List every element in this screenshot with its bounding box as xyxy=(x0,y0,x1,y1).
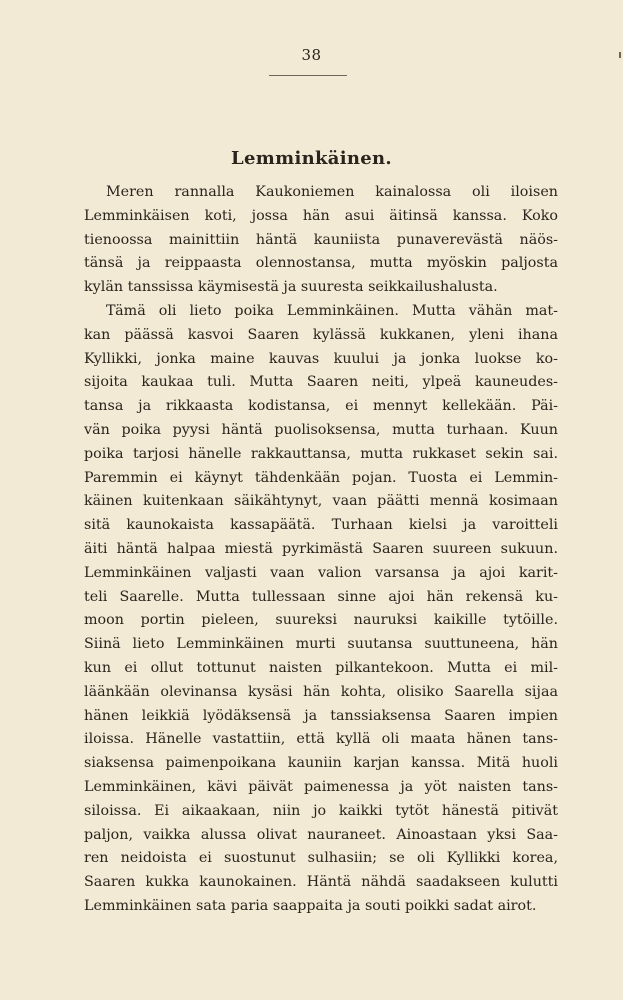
text-line: Lemminkäinen sata paria saappaita ja souti poikki sadat airot. xyxy=(84,897,537,914)
text-line: Siinä lieto Lemminkäinen murti suutansa suuttuneena, hän xyxy=(84,636,558,653)
text-line: tänsä ja reippaasta olennostansa, mutta myöskin paljosta xyxy=(84,255,558,272)
text-line: sijoita kaukaa tuli. Mutta Saaren neiti, ylpeä kauneudes- xyxy=(84,374,558,391)
text-line: kun ei ollut tottunut naisten pilkantekoon. Mutta ei mil- xyxy=(84,659,558,676)
text-line: käinen kuitenkaan säikähtynyt, vaan päätti mennä kosimaan xyxy=(84,493,558,510)
text-line: paljon, vaikka alussa olivat nauraneet. Ainoastaan yksi Saa- xyxy=(84,826,558,843)
page-number: 38 xyxy=(301,46,322,64)
text-line: tienoossa mainittiin häntä kauniista punaverevästä näös- xyxy=(84,231,558,248)
text-line: hänen leikkiä lyödäksensä ja tanssiaksensa Saaren impien xyxy=(84,707,558,724)
body-text xyxy=(84,181,558,919)
chapter-title: Lemminkäinen. xyxy=(231,148,392,169)
text-line: Tämä oli lieto poika Lemminkäinen. Mutta vähän mat- xyxy=(106,302,558,319)
text-line: Lemminkäisen koti, jossa hän asui äitinsä kanssa. Koko xyxy=(84,207,558,224)
text-line: äiti häntä halpaa miestä pyrkimästä Saaren suureen sukuun. xyxy=(84,540,558,557)
text-line: sitä kaunokaista kassapäätä. Turhaan kielsi ja varoitteli xyxy=(84,517,558,534)
text-line: Paremmin ei käynyt tähdenkään pojan. Tuosta ei Lemmin- xyxy=(84,469,558,486)
text-line: Saaren kukka kaunokainen. Häntä nähdä saadakseen kulutti xyxy=(84,874,558,891)
text-line: Kyllikki, jonka maine kauvas kuului ja jonka luokse ko- xyxy=(84,350,558,367)
text-line: Meren rannalla Kaukoniemen kainalossa oli iloisen xyxy=(106,184,558,200)
text-line: siloissa. Ei aikaakaan, niin jo kaikki tytöt hänestä pitivät xyxy=(84,802,558,819)
text-line: tansa ja rikkaasta kodistansa, ei mennyt kellekään. Päi- xyxy=(84,398,558,415)
text-line: kan päässä kasvoi Saaren kylässä kukkanen, yleni ihana xyxy=(84,326,558,343)
text-line: Lemminkäinen, kävi päivät paimenessa ja yöt naisten tans- xyxy=(84,778,558,795)
page-edge-mark xyxy=(619,52,621,58)
text-line: ren neidoista ei suostunut sulhasiin; se oli Kyllikki korea, xyxy=(84,850,558,867)
text-line: siaksensa paimenpoikana kauniin karjan kanssa. Mitä huoli xyxy=(84,755,558,772)
text-line: teli Saarelle. Mutta tullessaan sinne ajoi hän rekensä ku- xyxy=(84,588,558,605)
page-number-rule xyxy=(269,75,347,76)
text-line: läänkään olevinansa kysäsi hän kohta, olisiko Saarella sijaa xyxy=(84,683,558,700)
text-line: Lemminkäinen valjasti vaan valion varsansa ja ajoi karit- xyxy=(84,564,558,581)
text-line: kylän tanssissa käymisestä ja suuresta seikkailushalusta. xyxy=(84,279,498,296)
text-line: moon portin pieleen, suureksi nauruksi kaikille tytöille. xyxy=(84,612,558,629)
text-line: vän poika pyysi häntä puolisoksensa, mutta turhaan. Kuun xyxy=(84,421,558,438)
text-line: iloissa. Hänelle vastattiin, että kyllä oli maata hänen tans- xyxy=(84,731,558,748)
text-line: poika tarjosi hänelle rakkauttansa, mutta rukkaset sekin sai. xyxy=(84,445,558,462)
